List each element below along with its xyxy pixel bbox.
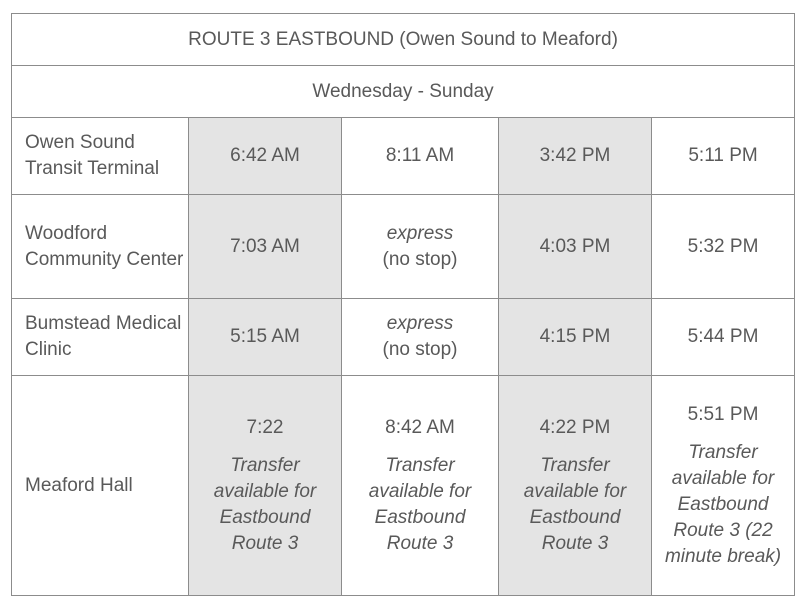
transfer-cell [652,376,795,596]
express-cell [342,195,499,299]
time-cell: 3:42 PM [499,118,652,195]
stop-name: Meaford Hall [12,376,189,596]
express-note: express [386,313,454,334]
days-row [12,66,795,118]
time-cell: 5:32 PM [652,195,795,299]
transfer-cell [342,376,499,596]
stop-row [12,118,795,195]
schedule-table [11,13,795,596]
transfer-cell [499,376,652,596]
no-stop-note: (no stop) [382,248,458,270]
schedule-title: ROUTE 3 EASTBOUND (Owen Sound to Meaford) [12,14,795,66]
express-note: express [386,222,454,244]
arrival-time: 8:42 AM [385,416,455,438]
time-cell: 4:03 PM [499,195,652,299]
time-cell: 6:42 AM [189,118,342,195]
no-stop-note: (no stop) [382,339,458,360]
time-cell: 7:03 AM [189,195,342,299]
transfer-note: Transfer available for Eastbound Route 3 [368,454,472,554]
stop-row [12,376,795,596]
time-cell: 4:15 PM [499,299,652,376]
time-cell: 8:11 AM [342,118,499,195]
transfer-note: Transfer available for Eastbound Route 3 (22 minute break) [664,441,782,567]
time-cell: 5:44 PM [652,299,795,376]
arrival-time: 7:22 [246,416,284,438]
transfer-note: Transfer available for Eastbound Route 3 [523,454,627,554]
transfer-note: Transfer available for Eastbound Route 3 [213,454,317,554]
time-cell: 5:11 PM [652,118,795,195]
stop-row [12,195,795,299]
stop-row [12,299,795,376]
express-cell [342,299,499,376]
stop-name: Bumstead Medical Clinic [12,299,189,376]
arrival-time: 5:51 PM [687,403,759,425]
stop-name: Woodford Community Center [12,195,189,299]
arrival-time: 4:22 PM [539,416,611,438]
transfer-cell [189,376,342,596]
time-cell: 5:15 AM [189,299,342,376]
title-row [12,14,795,66]
stop-name: Owen Sound Transit Terminal [12,118,189,195]
service-days: Wednesday - Sunday [12,66,795,118]
